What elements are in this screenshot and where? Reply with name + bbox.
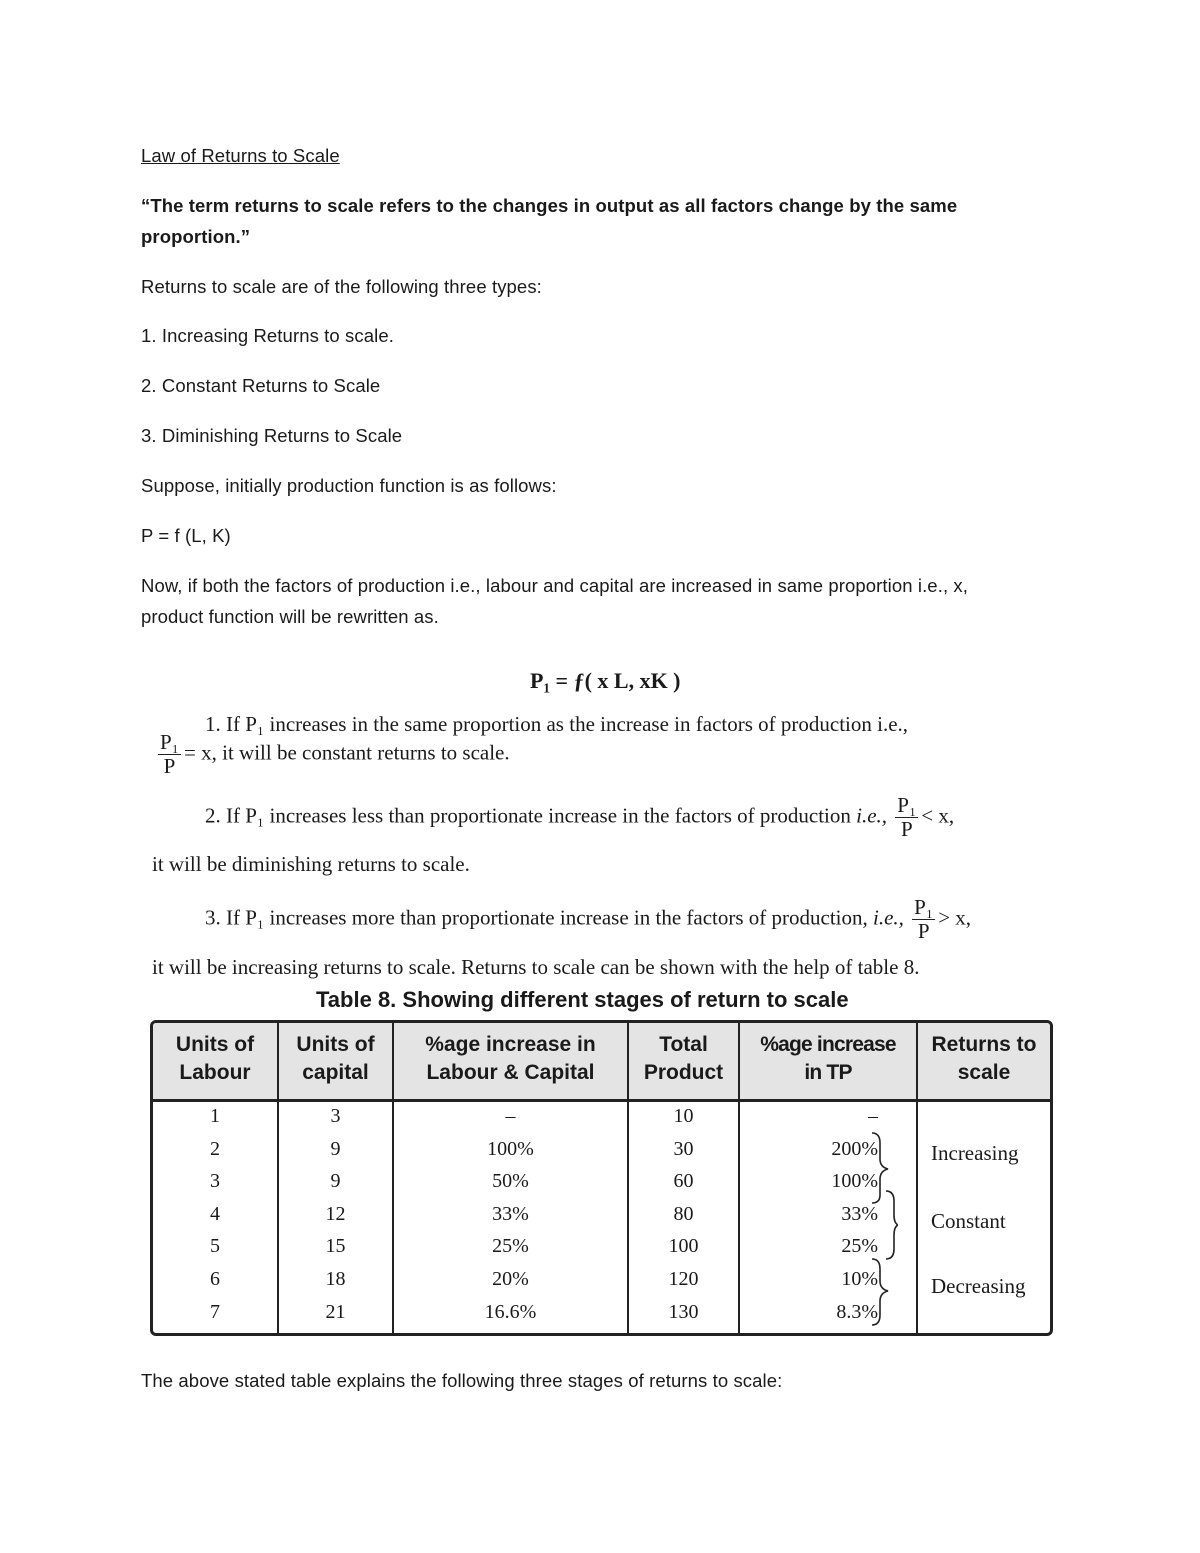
- p1-over-p-fraction: $\frac{\text{P₁}}{P}$: [897, 793, 917, 841]
- header-returns-to-scale: Returns to scale: [931, 1033, 1037, 1084]
- p1-over-p-fraction: $\frac{\text{P₁}}{P}$: [914, 895, 934, 943]
- cell-total-product: 10: [673, 1105, 694, 1127]
- cell-labour: 3: [210, 1170, 220, 1193]
- cell-total-product: 100: [668, 1235, 699, 1258]
- stage-constant: Constant: [931, 1209, 1006, 1233]
- footer-text: The above stated table explains the following three stages of returns to scale:: [141, 1370, 783, 1391]
- condition-1-line-2: $\frac{\text{P₁}}{P}$ = x, it will be constant returns to scale.: [160, 730, 510, 778]
- condition-3-line-2: it will be increasing returns to scale. Returns to scale can be shown with the help of table 8.: [152, 955, 920, 979]
- cell-capital: 18: [325, 1268, 346, 1290]
- header-units-of-capital: Units of capital: [296, 1033, 375, 1084]
- cell-total-product: 30: [673, 1137, 694, 1160]
- cell-capital: 15: [325, 1235, 346, 1258]
- cell-total-product: 130: [668, 1300, 699, 1323]
- grouping-braces: [868, 1131, 898, 1331]
- brace-increasing: [872, 1133, 888, 1203]
- type-diminishing: 3. Diminishing Returns to Scale: [141, 425, 403, 446]
- stage-increasing: Increasing: [931, 1141, 1019, 1165]
- condition-2-line-1: 2. If P₁ increases less than proportionate increase in the factors of production i.e., $\frac{\text{P₁}}{P}$ < x,: [205, 793, 955, 841]
- suppose-text: Suppose, initially production function is as follows:: [141, 475, 557, 496]
- cell-pct-tp: 100%: [831, 1170, 878, 1193]
- cell-labour: 2: [210, 1137, 220, 1160]
- cell-capital: 3: [330, 1105, 341, 1127]
- p1-over-p-fraction: $\frac{\text{P₁}}{P}$: [160, 730, 180, 778]
- cell-pct-inputs: 25%: [492, 1235, 529, 1258]
- cell-capital: 12: [325, 1202, 346, 1225]
- cell-labour: 4: [210, 1202, 220, 1225]
- cell-labour: 7: [210, 1300, 220, 1323]
- cell-capital: 9: [330, 1170, 341, 1193]
- cell-pct-inputs: 20%: [492, 1268, 529, 1290]
- cell-pct-tp: 33%: [841, 1202, 878, 1225]
- condition-3-line-1: 3. If P₁ increases more than proportionate increase in the factors of production, i.e., $\frac{\text{P₁}}{P}$ > x,: [205, 895, 972, 943]
- types-intro: Returns to scale are of the following three types:: [141, 276, 542, 297]
- now-paragraph-line-2: product function will be rewritten as.: [141, 606, 439, 627]
- definition-quote-line-2: proportion.”: [141, 226, 251, 247]
- cell-total-product: 60: [673, 1170, 694, 1193]
- cell-capital: 21: [325, 1300, 346, 1323]
- document-title: Law of Returns to Scale: [141, 145, 340, 166]
- production-function: P = f (L, K): [141, 525, 231, 546]
- cell-total-product: 80: [673, 1202, 694, 1225]
- scaled-production-formula: P₁ = ƒ( x L, xK ): [530, 668, 681, 693]
- cell-pct-tp: 10%: [841, 1268, 878, 1290]
- condition-2-line-2: it will be diminishing returns to scale.: [152, 852, 470, 876]
- cell-pct-inputs: 33%: [492, 1202, 529, 1225]
- stage-decreasing: Decreasing: [931, 1274, 1026, 1298]
- table-title: Table 8. Showing different stages of return to scale: [316, 987, 849, 1012]
- cell-pct-inputs: –: [505, 1105, 516, 1127]
- cell-pct-tp: 8.3%: [836, 1300, 878, 1323]
- brace-decreasing: [872, 1259, 888, 1325]
- cell-pct-tp: 200%: [831, 1137, 878, 1160]
- cell-total-product: 120: [668, 1268, 699, 1290]
- returns-to-scale-table: [150, 1020, 1053, 1336]
- header-pct-increase-inputs: %age increase in Labour & Capital: [425, 1033, 596, 1084]
- header-total-product: Total Product: [643, 1033, 724, 1084]
- cell-pct-tp: 25%: [841, 1235, 878, 1258]
- now-paragraph-line-1: Now, if both the factors of production i.e., labour and capital are increased in same proportion i.e., x,: [141, 575, 969, 596]
- cell-pct-inputs: 16.6%: [484, 1300, 537, 1323]
- cell-pct-tp: –: [868, 1105, 878, 1127]
- brace-constant: [886, 1191, 898, 1259]
- header-units-of-labour: Units of Labour: [175, 1033, 255, 1084]
- cell-labour: 1: [210, 1105, 220, 1127]
- cell-labour: 5: [210, 1235, 220, 1258]
- cell-pct-inputs: 100%: [487, 1137, 534, 1160]
- cell-labour: 6: [210, 1268, 220, 1290]
- cell-pct-inputs: 50%: [492, 1170, 529, 1193]
- type-constant: 2. Constant Returns to Scale: [141, 375, 381, 396]
- type-increasing: 1. Increasing Returns to scale.: [141, 325, 394, 346]
- condition-1-line-1: 1. If P₁ increases in the same proportion as the increase in factors of production i.e.,: [205, 712, 909, 736]
- header-pct-increase-tp: %age increase in TP: [760, 1033, 896, 1084]
- cell-capital: 9: [330, 1137, 341, 1160]
- definition-quote-line-1: “The term returns to scale refers to the changes in output as all factors change by the same: [141, 195, 958, 216]
